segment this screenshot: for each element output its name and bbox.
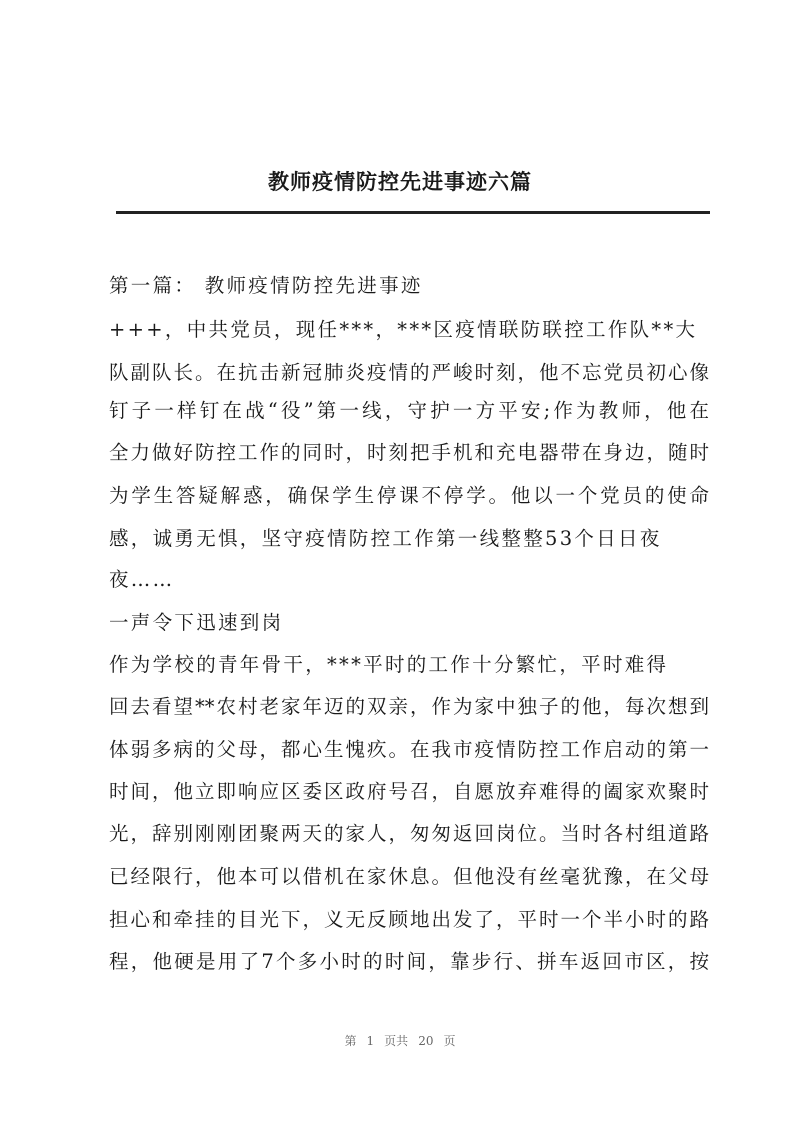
body-line: 队副队长。在抗击新冠肺炎疫情的严峻时刻，他不忘党员初心像: [109, 361, 709, 384]
body-line: 体弱多病的父母，都心生愧疚。在我市疫情防控工作启动的第一: [109, 738, 709, 761]
document-title: 教师疫情防控先进事迹六篇: [268, 169, 532, 194]
section-heading: 一声令下迅速到岗: [109, 611, 284, 634]
body-line: 作为学校的青年骨干，***平时的工作十分繁忙，平时难得: [109, 653, 669, 676]
body-line: 第一篇： 教师疫情防控先进事迹: [109, 274, 423, 297]
body-line: 为学生答疑解惑，确保学生停课不停学。他以一个党员的使命: [109, 484, 709, 507]
body-line: 夜……: [109, 568, 175, 591]
body-line: 光，辞别刚刚团聚两天的家人，匆匆返回岗位。当时各村组道路: [109, 822, 709, 845]
footer-prefix: 第: [344, 1034, 357, 1048]
body-line: 已经限行，他本可以借机在家休息。但他没有丝毫犹豫，在父母: [109, 865, 709, 888]
body-line: 担心和牵挂的目光下，义无反顾地出发了，平时一个半小时的路: [109, 908, 709, 931]
body-line: 全力做好防控工作的同时，时刻把手机和充电器带在身边，随时: [109, 441, 709, 464]
footer-mid: 页共: [384, 1034, 409, 1048]
title-underline: [116, 211, 710, 214]
footer-suffix: 页: [443, 1034, 456, 1048]
body-line: +++，中共党员，现任***，***区疫情联防联控工作队**大: [109, 318, 698, 341]
footer-page-number: 1: [366, 1034, 375, 1048]
body-line: 感，诚勇无惧，坚守疫情防控工作第一线整整53个日日夜: [109, 527, 662, 550]
body-line: 程，他硬是用了7个多小时的时间，靠步行、拼车返回市区，按: [109, 950, 709, 973]
body-line: 回去看望**农村老家年迈的双亲，作为家中独子的他，每次想到: [109, 695, 709, 718]
body-line: 钉子一样钉在战“役”第一线，守护一方平安;作为教师，他在: [109, 399, 709, 422]
footer-total-pages: 20: [418, 1034, 434, 1048]
body-line: 时间，他立即响应区委区政府号召，自愿放弃难得的阖家欢聚时: [109, 780, 709, 803]
page-footer: [0, 1032, 800, 1049]
